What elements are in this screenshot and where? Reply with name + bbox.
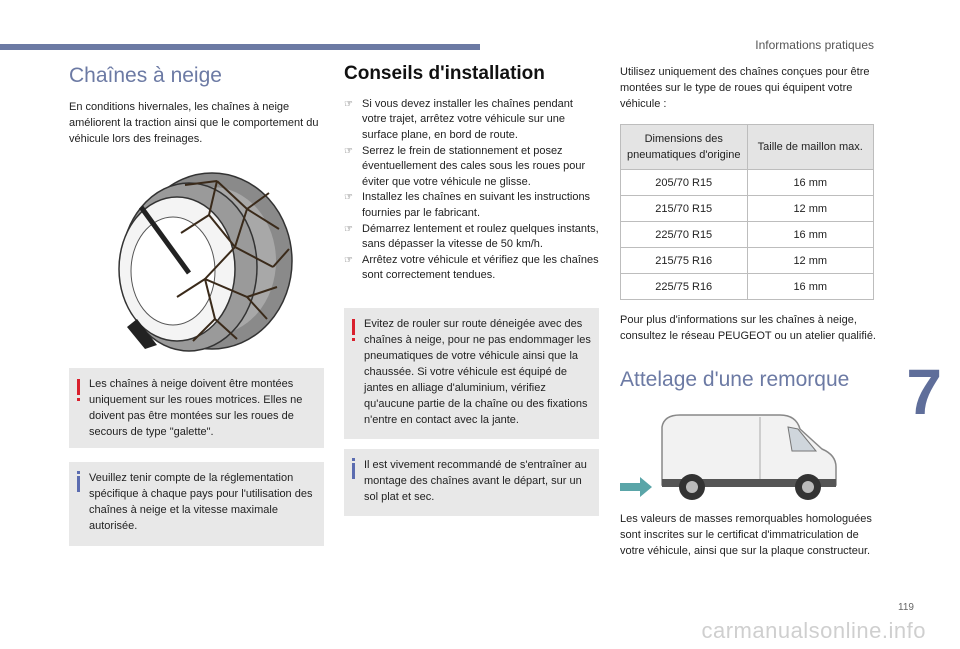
more-info-text: Pour plus d'informations sur les chaînes à neige, consultez le réseau PEUGEOT ou un atelier qualifié. — [620, 314, 876, 342]
arrow-bullet-icon: ☞ — [344, 145, 353, 157]
column-snow-chains — [69, 64, 324, 546]
tyre-chain-size-table — [620, 124, 874, 300]
column-header-link-size: Taille de maillon max. — [747, 125, 874, 170]
snow-chains-intro: En conditions hivernales, les chaînes à neige améliorent la traction ainsi que le comportement du véhicule lors des freinages. — [69, 101, 319, 146]
list-item: ☞ Installez les chaînes en suivant les instructions fournies par le fabricant. — [344, 191, 591, 220]
towing-text: Les valeurs de masses remorquables homologuées sont inscrites sur le certificat d'immatriculation de votre véhicule, ainsi que sur la plaque constructeur. — [620, 513, 872, 558]
snow-chains-warning-box — [69, 368, 324, 448]
table-row: 215/70 R15 12 mm — [621, 196, 874, 222]
column-header-tyre-size: Dimensions des pneumatiques d'origine — [621, 125, 748, 170]
info-icon — [352, 463, 355, 479]
snow-chain-wheel-illustration — [97, 169, 297, 354]
info-icon — [77, 476, 80, 492]
snow-chains-info-text: Veuillez tenir compte de la réglementation spécifique à chaque pays pour l'utilisation des chaînes à neige et la vitesse maximale autorisée. — [89, 472, 313, 533]
snow-chains-title: Chaînes à neige — [69, 64, 222, 87]
column-installation-tips — [344, 64, 599, 516]
arrow-bullet-icon: ☞ — [344, 192, 353, 204]
towing-title: Attelage d'une remorque — [620, 368, 850, 391]
header-rule — [0, 44, 480, 50]
chains-usage-intro: Utilisez uniquement des chaînes conçues pour être montées sur le type de roues qui équipent votre véhicule : — [620, 66, 870, 110]
installation-warning-box — [344, 308, 599, 439]
column-tyres-towing — [620, 64, 876, 559]
van-towing-illustration — [620, 405, 860, 505]
arrow-bullet-icon: ☞ — [344, 254, 353, 266]
arrow-bullet-icon: ☞ — [344, 98, 353, 110]
installation-tips-title: Conseils d'installation — [344, 63, 545, 84]
installation-steps-list — [344, 97, 599, 284]
snow-chains-info-box — [69, 462, 324, 546]
page-number: 119 — [898, 602, 914, 613]
list-item: ☞ Serrez le frein de stationnement et posez éventuellement des cales sous les roues pour éviter que votre véhicule ne glisse. — [344, 144, 586, 188]
installation-info-text: Il est vivement recommandé de s'entraîner au montage des chaînes avant le départ, sur un sol plat et sec. — [364, 459, 587, 504]
warning-icon — [77, 379, 80, 395]
installation-warning-text: Evitez de rouler sur route déneigée avec des chaînes à neige, pour ne pas endommager les pneumatiques de votre véhicule ainsi que la chaussée. Si votre véhicule est équipé de jantes en alliage d'aluminium, vérifiez qu'aucune partie de la chaîne ou des fixations n'entre en contact avec la jante. — [364, 318, 591, 427]
list-item: ☞ Si vous devez installer les chaînes pendant votre trajet, arrêtez votre véhicule sur une surface plane, en bord de route. — [344, 97, 573, 142]
watermark: carmanualsonline.info — [701, 618, 926, 643]
installation-info-box — [344, 449, 599, 516]
table-row: 215/75 R16 12 mm — [621, 248, 874, 274]
chapter-number: 7 — [906, 356, 942, 428]
snow-chains-warning-text: Les chaînes à neige doivent être montées uniquement sur les roues motrices. Elles ne doivent pas être montées sur les roues de secours de type "galette". — [89, 378, 303, 439]
section-title: Informations pratiques — [755, 38, 874, 52]
table-row: 225/70 R15 16 mm — [621, 222, 874, 248]
arrow-bullet-icon: ☞ — [344, 223, 353, 235]
warning-icon — [352, 319, 355, 335]
list-item: ☞ Démarrez lentement et roulez quelques instants, sans dépasser la vitesse de 50 km/h. — [344, 222, 599, 251]
list-item: ☞ Arrêtez votre véhicule et vérifiez que les chaînes sont correctement tendues. — [344, 253, 599, 282]
table-header-row — [621, 125, 874, 170]
table-row: 205/70 R15 16 mm — [621, 170, 874, 196]
table-row: 225/75 R16 16 mm — [621, 274, 874, 300]
towing-arrow-icon — [620, 477, 652, 497]
